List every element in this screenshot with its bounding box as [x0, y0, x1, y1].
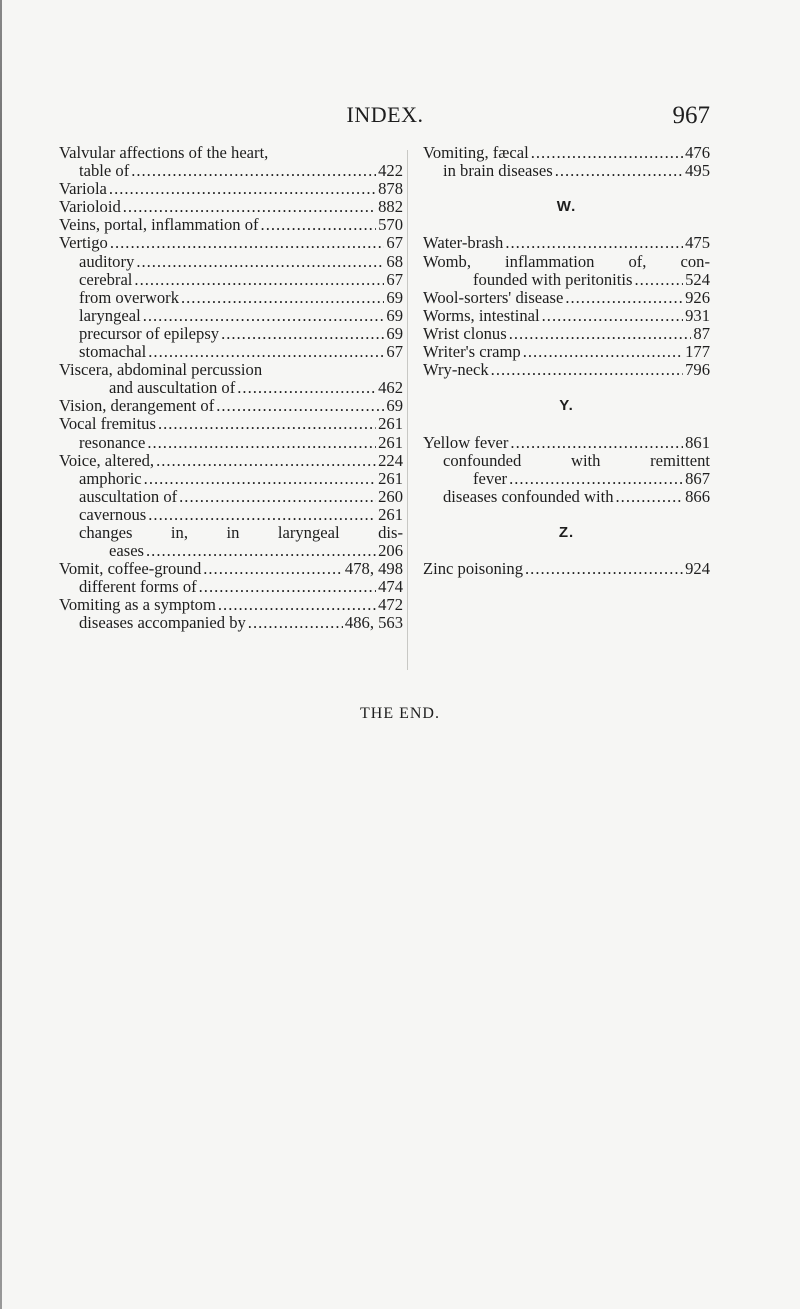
entry-term: Vomiting as a symptom	[59, 595, 216, 615]
index-entry	[59, 452, 403, 470]
entry-page-number: 570	[378, 215, 403, 235]
entry-page-number: 87	[693, 323, 710, 343]
entry-page-number: 224	[378, 450, 403, 470]
entry-term: different forms of	[79, 577, 197, 597]
entry-page-number: 69	[386, 396, 403, 416]
entry-page-number: 68	[386, 251, 403, 271]
dot-leader	[110, 234, 385, 252]
index-entry	[423, 144, 710, 162]
entry-page-number: 796	[685, 360, 710, 380]
index-entry	[59, 434, 403, 452]
dot-leader	[509, 470, 683, 488]
entry-page-number: 261	[378, 432, 403, 452]
dot-leader	[216, 397, 384, 415]
entry-term: Vision, derangement of	[59, 396, 215, 416]
entry-page-number: 478, 498	[344, 559, 403, 579]
index-entry	[59, 325, 403, 343]
entry-term: Zinc poisoning	[423, 559, 524, 579]
index-entry	[423, 343, 710, 361]
index-entry	[59, 307, 403, 325]
dot-leader	[510, 434, 683, 452]
dot-leader	[199, 578, 376, 596]
entry-term: auditory	[79, 251, 135, 271]
entry-page-number: 67	[386, 269, 403, 289]
entry-page-number: 476	[685, 143, 710, 162]
entry-page-number: 475	[685, 233, 710, 253]
index-term: Valvular affections of the heart,	[59, 143, 269, 162]
letter-heading: Z.	[558, 523, 575, 541]
dot-leader	[509, 325, 692, 343]
entry-term: eases	[109, 541, 145, 561]
index-entry	[423, 271, 710, 289]
dot-leader	[181, 289, 384, 307]
dot-leader	[565, 289, 683, 307]
entry-term: Wrist clonus	[423, 323, 507, 343]
spacer	[423, 180, 710, 198]
dot-leader	[555, 162, 683, 180]
index-entry	[423, 434, 710, 452]
entry-term: laryngeal	[79, 305, 141, 325]
entry-page-number: 931	[685, 305, 710, 325]
index-entry	[59, 343, 403, 361]
index-entry	[423, 234, 710, 252]
entry-page-number: 486, 563	[344, 613, 403, 633]
index-entry	[59, 180, 403, 198]
entry-term: Voice, altered,	[59, 450, 155, 470]
entry-page-number: 422	[378, 161, 403, 181]
entry-page-number: 69	[386, 287, 403, 307]
page-edge	[0, 0, 2, 1309]
dot-leader	[144, 470, 376, 488]
entry-page-number: 924	[685, 559, 710, 579]
column-divider	[407, 150, 408, 670]
entry-term: precursor of epilepsy	[79, 323, 220, 343]
entry-term: Yellow fever	[423, 432, 509, 452]
dot-leader	[148, 343, 384, 361]
page-number: 967	[672, 102, 710, 129]
index-entry	[59, 596, 403, 614]
index-entry	[59, 253, 403, 271]
spacer	[423, 415, 710, 433]
entry-page-number: 261	[378, 504, 403, 524]
entry-page-number: 882	[378, 197, 403, 217]
entry-term: Vomit, coffee-ground	[59, 559, 202, 579]
entry-term: Wool-sorters' disease	[423, 287, 564, 307]
index-entry	[423, 361, 710, 379]
index-entry	[423, 289, 710, 307]
entry-page-number: 261	[378, 414, 403, 434]
entry-page-number: 462	[378, 378, 403, 398]
entry-term: Varioloid	[59, 197, 121, 217]
dot-leader	[158, 415, 376, 433]
dot-leader	[261, 216, 377, 234]
dot-leader	[531, 144, 683, 162]
dot-leader	[218, 596, 376, 614]
index-term: changes in, in laryngeal dis-	[79, 522, 403, 542]
dot-leader	[123, 198, 376, 216]
entry-page-number: 67	[386, 233, 403, 253]
dot-leader	[523, 343, 683, 361]
entry-term: Variola	[59, 179, 107, 199]
entry-term: stomachal	[79, 342, 147, 362]
spacer	[423, 542, 710, 560]
dot-leader	[221, 325, 384, 343]
entry-page-number: 260	[378, 486, 403, 506]
entry-term: fever	[473, 468, 508, 488]
dot-leader	[156, 452, 376, 470]
dot-leader	[143, 307, 385, 325]
dot-leader	[131, 162, 376, 180]
entry-page-number: 861	[685, 432, 710, 452]
dot-leader	[146, 542, 376, 560]
entry-term: Veins, portal, inflammation of	[59, 215, 259, 235]
index-entry	[59, 162, 403, 180]
entry-term: diseases confounded with	[443, 486, 614, 506]
entry-page-number: 878	[378, 179, 403, 199]
entry-page-number: 67	[386, 342, 403, 362]
entry-term: Vocal fremitus	[59, 414, 156, 434]
entry-page-number: 69	[386, 305, 403, 325]
entry-term: cerebral	[79, 269, 133, 289]
index-entry	[59, 542, 403, 560]
entry-page-number: 261	[378, 468, 403, 488]
entry-term: table of	[79, 161, 130, 181]
entry-term: Worms, intestinal	[423, 305, 540, 325]
letter-heading: Y.	[559, 397, 574, 415]
dot-leader	[203, 560, 343, 578]
index-entry	[59, 234, 403, 252]
dot-leader	[634, 271, 683, 289]
index-column-left	[59, 144, 403, 633]
entry-term: in brain diseases	[443, 161, 553, 181]
entry-term: Wry-neck	[423, 360, 489, 380]
page-header	[60, 102, 710, 132]
spacer	[423, 379, 710, 397]
index-column-right	[423, 144, 710, 578]
entry-term: from overwork	[79, 287, 179, 307]
entry-page-number: 69	[386, 323, 403, 343]
entry-page-number: 177	[685, 342, 710, 362]
letter-heading: W.	[556, 198, 577, 216]
entry-page-number: 867	[685, 468, 710, 488]
dot-leader	[542, 307, 683, 325]
entry-page-number: 524	[685, 269, 710, 289]
entry-term: diseases accompanied by	[79, 613, 246, 633]
index-entry	[59, 488, 403, 506]
entry-term: Writer's cramp	[423, 342, 521, 362]
entry-term: cavernous	[79, 504, 147, 524]
entry-term: Water-brash	[423, 233, 504, 253]
index-entry	[59, 578, 403, 596]
index-entry	[423, 470, 710, 488]
index-entry	[423, 162, 710, 180]
entry-page-number: 472	[378, 595, 403, 615]
index-entry	[59, 271, 403, 289]
index-entry	[423, 560, 710, 578]
running-head-title: INDEX.	[346, 102, 424, 127]
index-entry	[59, 397, 403, 415]
dot-leader	[616, 488, 684, 506]
entry-term: amphoric	[79, 468, 142, 488]
index-term: confounded with remittent	[443, 450, 710, 470]
index-entry	[59, 614, 403, 632]
spacer	[423, 216, 710, 234]
index-entry	[59, 470, 403, 488]
dot-leader	[237, 379, 376, 397]
entry-page-number: 474	[378, 577, 403, 597]
entry-term: auscultation of	[79, 486, 178, 506]
entry-page-number: 495	[685, 161, 710, 181]
index-entry	[59, 506, 403, 524]
entry-term: and auscultation of	[109, 378, 236, 398]
dot-leader	[148, 506, 376, 524]
index-entry	[59, 415, 403, 433]
dot-leader	[109, 180, 376, 198]
entry-page-number: 866	[685, 486, 710, 506]
index-entry	[59, 560, 403, 578]
dot-leader	[179, 488, 376, 506]
dot-leader	[134, 271, 384, 289]
dot-leader	[136, 253, 384, 271]
index-entry	[59, 289, 403, 307]
entry-term: resonance	[79, 432, 146, 452]
index-entry	[423, 325, 710, 343]
entry-page-number: 206	[378, 541, 403, 561]
index-entry	[423, 307, 710, 325]
index-entry	[59, 198, 403, 216]
index-entry	[59, 379, 403, 397]
dot-leader	[491, 361, 683, 379]
dot-leader	[505, 234, 683, 252]
entry-term: founded with peritonitis	[473, 269, 633, 289]
dot-leader	[248, 614, 343, 632]
spacer	[423, 506, 710, 524]
dot-leader	[525, 560, 683, 578]
index-entry	[59, 216, 403, 234]
entry-term: Vomiting, fæcal	[423, 143, 529, 162]
end-notice: THE END.	[360, 705, 440, 722]
entry-page-number: 926	[685, 287, 710, 307]
entry-term: Vertigo	[59, 233, 108, 253]
index-entry	[423, 488, 710, 506]
dot-leader	[147, 434, 376, 452]
index-term: Womb, inflammation of, con-	[423, 251, 710, 271]
index-term: Viscera, abdominal percussion	[59, 360, 263, 380]
